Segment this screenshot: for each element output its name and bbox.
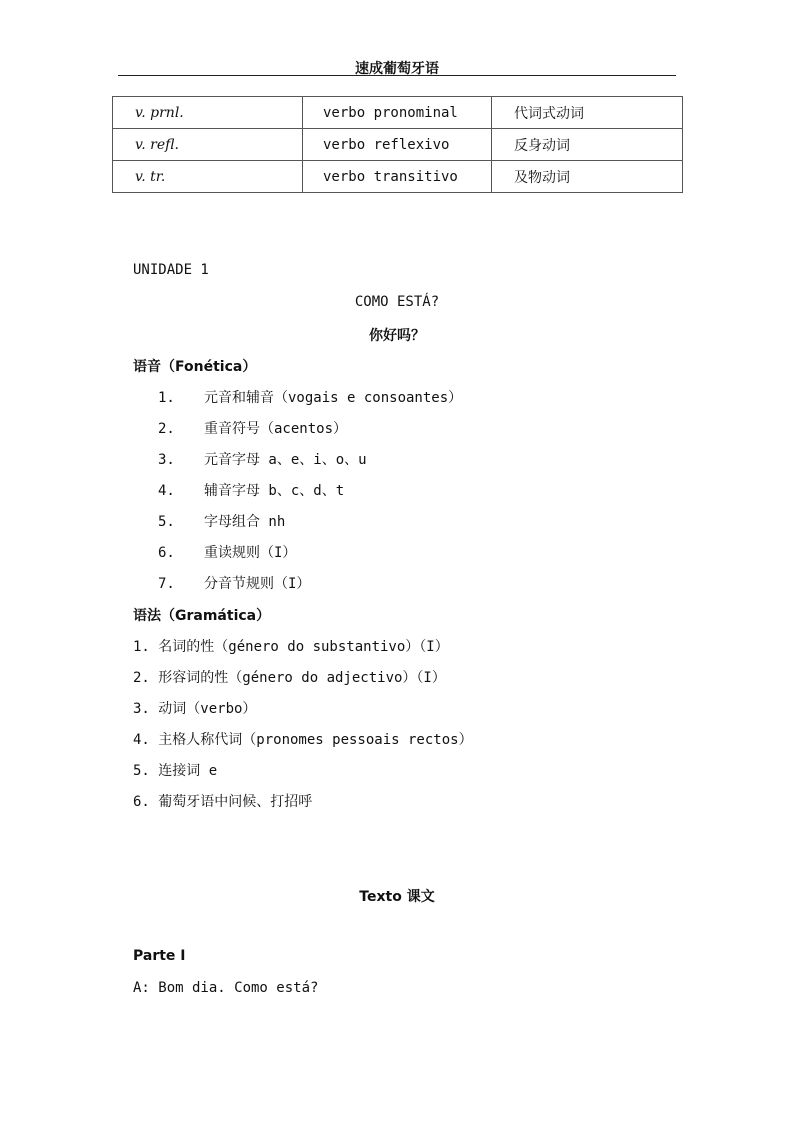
item-number: 6. bbox=[158, 545, 175, 561]
item-text: 元音字母 a、e、i、o、u bbox=[204, 452, 367, 468]
part-heading: Parte I bbox=[133, 948, 186, 964]
abbrev-cell: v. tr. bbox=[113, 161, 303, 193]
abbrev-cell: v. prnl. bbox=[113, 97, 303, 129]
item-text: 分音节规则（I） bbox=[204, 576, 311, 592]
list-item bbox=[158, 542, 296, 562]
list-item bbox=[158, 418, 347, 438]
text-section-heading: Texto 课文 bbox=[359, 889, 435, 905]
list-item: 4. 主格人称代词（pronomes pessoais rectos） bbox=[133, 732, 473, 748]
unit-title-zh: 你好吗？ bbox=[369, 328, 425, 344]
item-number: 2. bbox=[158, 421, 175, 437]
page-header-title: 速成葡萄牙语 bbox=[355, 61, 439, 77]
item-text: 元音和辅音（vogais e consoantes） bbox=[204, 390, 463, 406]
item-text: 重音符号（acentos） bbox=[204, 421, 348, 437]
dialogue-line: A: Bom dia. Como está? bbox=[133, 980, 319, 996]
item-text: 辅音字母 b、c、d、t bbox=[204, 483, 345, 499]
unit-label: UNIDADE 1 bbox=[133, 262, 209, 278]
term-cell: verbo pronominal bbox=[303, 97, 492, 129]
list-item bbox=[158, 449, 367, 469]
item-text: 重读规则（I） bbox=[204, 545, 297, 561]
term-cell: verbo reflexivo bbox=[303, 129, 492, 161]
list-item: 2. 形容词的性（género do adjectivo）（I） bbox=[133, 670, 446, 686]
list-item: 5. 连接词 e bbox=[133, 763, 218, 779]
unit-title-pt: COMO ESTÁ? bbox=[354, 294, 440, 310]
list-item bbox=[158, 511, 285, 531]
list-item: 1. 名词的性（género do substantivo）（I） bbox=[133, 639, 449, 655]
abbreviation-table bbox=[112, 96, 683, 193]
list-item: 6. 葡萄牙语中问候、打招呼 bbox=[133, 794, 313, 810]
term-cell: verbo transitivo bbox=[303, 161, 492, 193]
list-item bbox=[158, 387, 462, 407]
list-item bbox=[158, 573, 310, 593]
translation-cell: 代词式动词 bbox=[492, 97, 683, 129]
translation-cell: 及物动词 bbox=[492, 161, 683, 193]
translation-cell: 反身动词 bbox=[492, 129, 683, 161]
phonetics-heading: 语音（Fonética） bbox=[133, 359, 257, 375]
abbrev-cell: v. refl. bbox=[113, 129, 303, 161]
table-row bbox=[113, 129, 683, 161]
header-rule bbox=[118, 75, 676, 76]
item-number: 4. bbox=[158, 483, 175, 499]
item-number: 3. bbox=[158, 452, 175, 468]
list-item: 3. 动词（verbo） bbox=[133, 701, 257, 717]
item-number: 7. bbox=[158, 576, 175, 592]
table-row bbox=[113, 161, 683, 193]
table-row bbox=[113, 97, 683, 129]
item-text: 字母组合 nh bbox=[204, 514, 286, 530]
list-item bbox=[158, 480, 344, 500]
item-number: 5. bbox=[158, 514, 175, 530]
grammar-heading: 语法（Gramática） bbox=[133, 608, 271, 624]
item-number: 1. bbox=[158, 390, 175, 406]
